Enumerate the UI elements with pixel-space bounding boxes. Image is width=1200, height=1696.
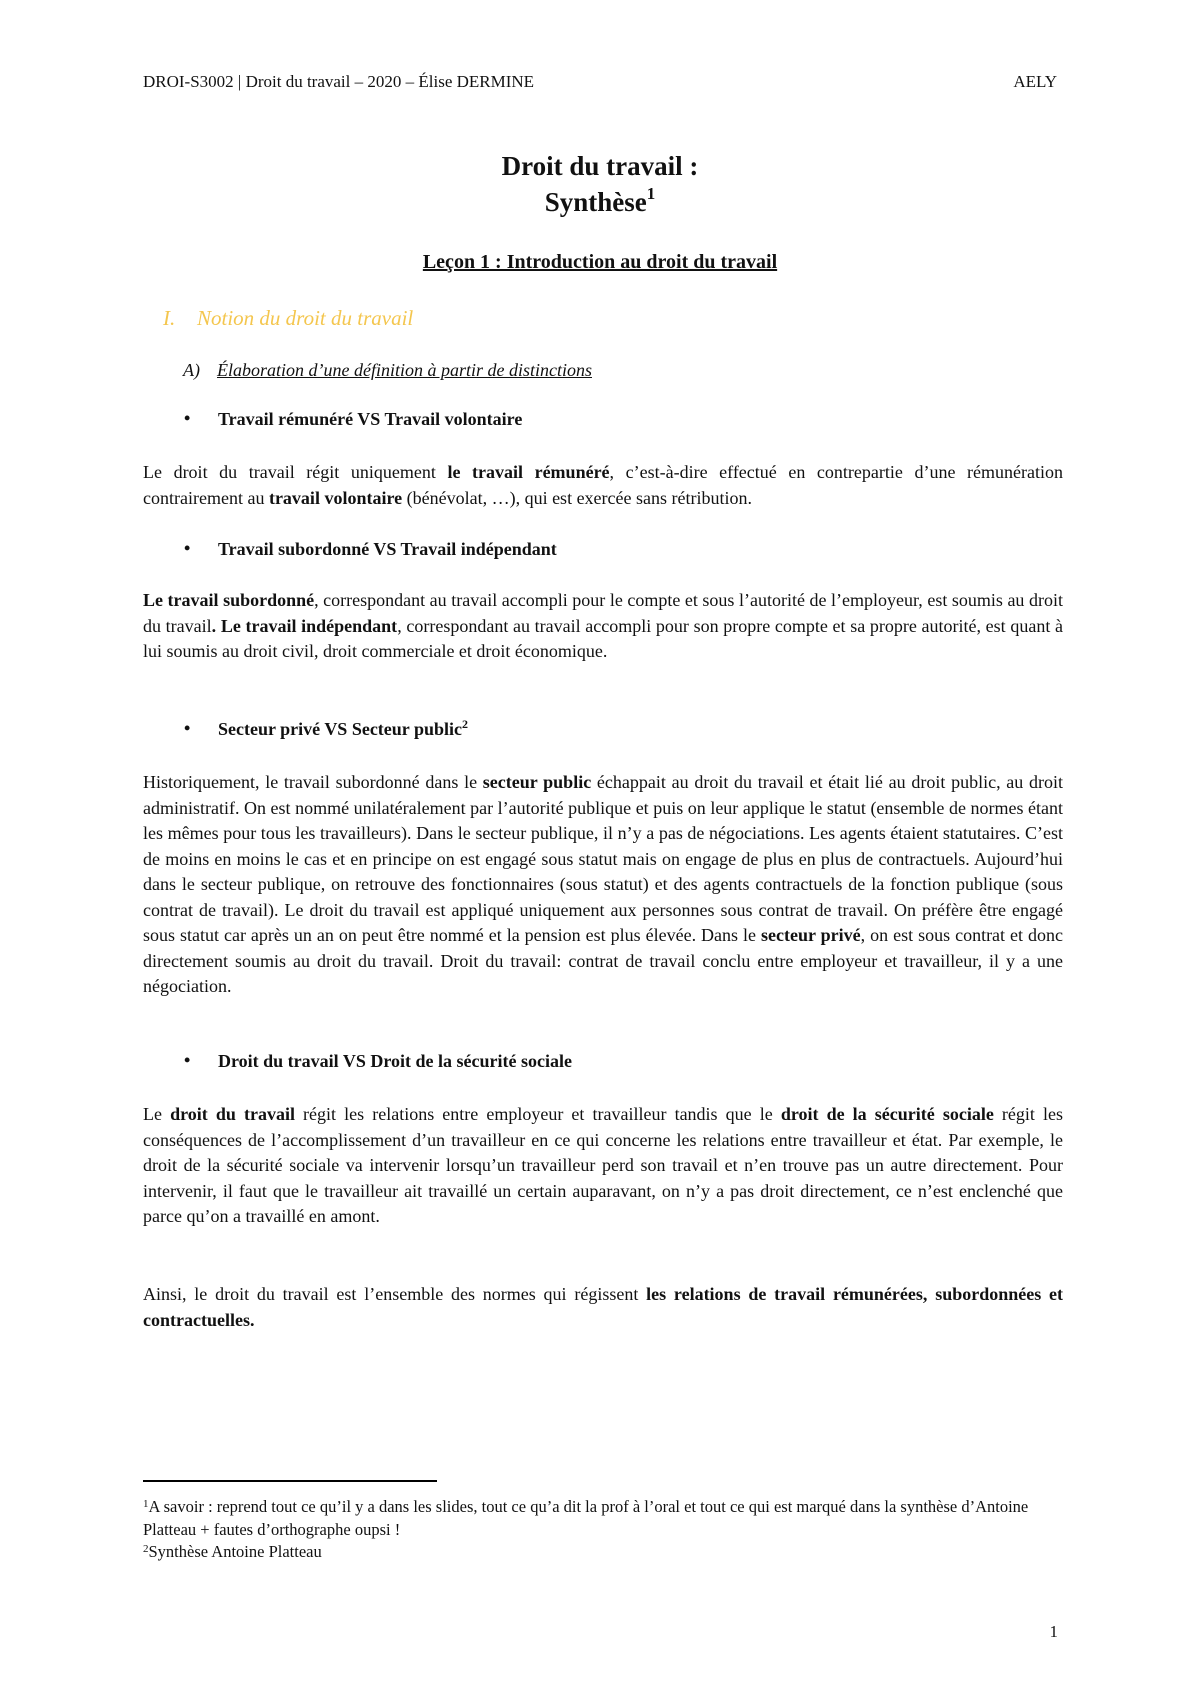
lesson-heading: Leçon 1 : Introduction au droit du travail	[422, 251, 778, 273]
bold-term: . Le travail indépendant	[211, 615, 398, 636]
footnote-text: A savoir : reprend tout ce qu’il y a dans les slides, tout ce qu’a dit la prof à l’oral et tout ce qui est marqué dans la synthèse d’Antoine Platteau + fautes d’orthographe oupsi !	[143, 1497, 1029, 1539]
subsection-title: Élaboration d’une définition à partir de distinctions	[217, 360, 592, 380]
footnote-ref-1[interactable]: 1	[646, 184, 656, 203]
subsection-number: A)	[183, 360, 200, 380]
section-heading	[163, 306, 413, 331]
bullet-icon: •	[184, 1050, 191, 1070]
footnote-text: Synthèse Antoine Platteau	[148, 1542, 322, 1561]
bullet-icon: •	[184, 718, 191, 738]
text-run: régit les conséquences de l’accomplissement d’un travailleur en ce qui concerne les relations entre travailleur et état. Par exemple, le droit de la sécurité sociale va intervenir lorsqu’un travailleur perd son travail et n’en trouve pas un autre directement. Pour intervenir, il faut que le travailleur ait travaillé un certain auparavant, on n’y a pas droit directement, ce n’est enclenché que parce qu’on a travaillé en amont.	[143, 1104, 1063, 1226]
paragraph	[143, 588, 1063, 665]
document-title	[0, 148, 1200, 220]
section-number: I.	[163, 306, 176, 330]
section-title: Notion du droit du travail	[197, 306, 414, 330]
conclusion-paragraph	[143, 1282, 1063, 1333]
title-synthese: Synthèse	[544, 187, 647, 217]
page-header	[143, 72, 1057, 96]
bold-term: droit du travail	[170, 1104, 295, 1124]
bullet-text: Travail rémunéré VS Travail volontaire	[218, 409, 523, 429]
paragraph	[143, 770, 1063, 1000]
footnotes	[143, 1496, 1073, 1564]
text-run: , correspondant au travail accompli pour le compte et sous l’autorité de l’employeur, est soumis au droit du travail	[143, 590, 1063, 636]
footnote-number: 2	[143, 1543, 149, 1555]
footnote-number: 1	[143, 1498, 149, 1510]
bold-term: secteur public	[482, 772, 592, 792]
text-run: , on est sous contrat et donc directement soumis au droit du travail. Droit du travail: contrat de travail conclu entre employeur et travailleur, il y a une négociation.	[143, 925, 1063, 996]
bold-term: Le travail subordonné	[143, 590, 315, 610]
bullet-text	[218, 719, 468, 740]
subsection-heading	[183, 360, 592, 381]
bold-term: droit de la sécurité sociale	[780, 1104, 994, 1124]
paragraph	[143, 460, 1063, 511]
header-author-tag: AELY	[1013, 72, 1057, 91]
text-run: régit les relations entre employeur et travailleur tandis que le	[294, 1104, 781, 1124]
bullet-text: Travail subordonné VS Travail indépendant	[218, 539, 557, 559]
text-run: Le droit du travail régit uniquement	[143, 462, 448, 482]
bold-term: le travail rémunéré	[447, 462, 610, 482]
footnote-ref-2[interactable]: 2	[462, 717, 468, 731]
bold-term: secteur privé	[761, 925, 861, 945]
bullet-text: Droit du travail VS Droit de la sécurité sociale	[218, 1051, 572, 1071]
text-run: (bénévolat, …), qui est exercée sans rétribution.	[402, 487, 752, 508]
text-run: échappait au droit du travail et était lié au droit public, au droit administratif. On est nommé unilatéralement par l’autorité publique et puis on leur applique le statut (ensemble de normes étant les mêmes pour tous les travailleurs). Dans le secteur publique, il n’y a pas de négociations. Les agents étaient statutaires. C’est de moins en moins le cas et en principe on est engagé sous statut mais on engage de plus en plus de contractuels. Aujourd’hui dans le secteur publique, on retrouve des fonctionnaires (sous statut) et des agents contractuels de la fonction publique (sous contrat de travail). Le droit du travail est appliqué uniquement aux personnes sous contrat de travail. On préfère être engagé sous statut car après un an on peut être nommé et la pension est plus élevée. Dans le	[143, 772, 1064, 945]
bullet-label: Secteur privé VS Secteur public	[218, 719, 462, 739]
text-run: Ainsi, le droit du travail est l’ensemble des normes qui régissent	[143, 1284, 647, 1304]
bullet-icon: •	[184, 538, 191, 558]
footnote-2	[143, 1541, 1073, 1564]
title-line-2	[0, 184, 1200, 220]
paragraph	[143, 1102, 1063, 1230]
bold-term: travail volontaire	[268, 487, 403, 508]
text-run: , correspondant au travail accompli pour son propre compte et sa propre autorité, est quant à lui soumis au droit civil, droit commerciale et droit économique.	[143, 615, 1063, 661]
footnote-1	[143, 1496, 1073, 1541]
text-run: Le	[143, 1104, 171, 1124]
bullet-icon: •	[184, 408, 191, 428]
text-run: , c’est-à-dire effectué en contrepartie d’une rémunération contrairement au	[143, 462, 1063, 508]
bold-term: les relations de travail rémunérées, subordonnées et contractuelles.	[143, 1284, 1063, 1330]
footnote-separator	[143, 1480, 437, 1482]
page-number: 1	[1049, 1622, 1058, 1641]
text-run: Historiquement, le travail subordonné dans le	[143, 772, 483, 792]
header-course-info: DROI-S3002 | Droit du travail – 2020 – Élise DERMINE	[143, 72, 535, 91]
title-line-1: Droit du travail :	[501, 151, 699, 181]
